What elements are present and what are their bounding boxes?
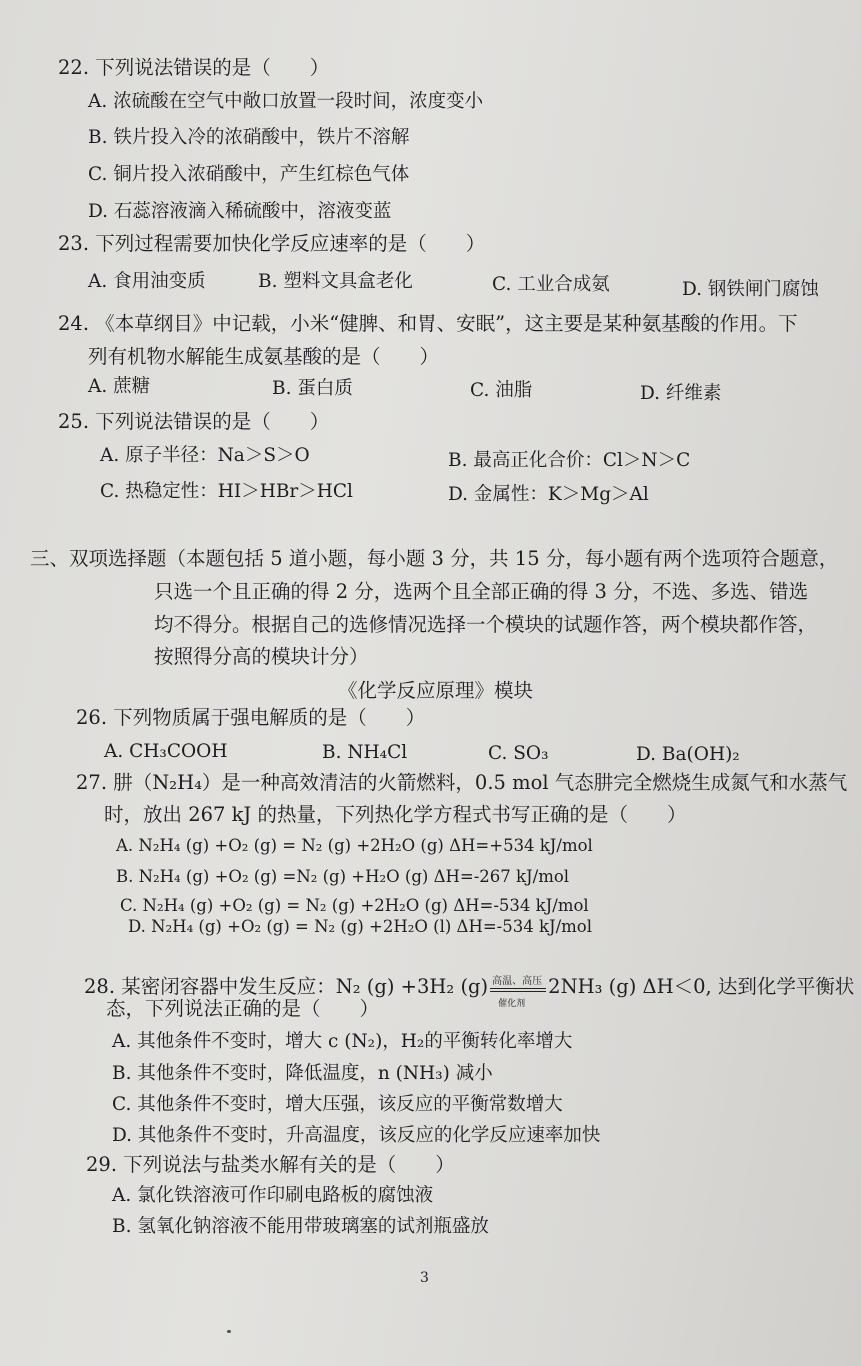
question-26-stem: 26. 下列物质属于强电解质的是（ ） — [76, 706, 426, 729]
question-22-option-a: A. 浓硫酸在空气中敞口放置一段时间，浓度变小 — [88, 91, 484, 112]
question-25-stem: 25. 下列说法错误的是（ ） — [58, 410, 330, 433]
arrow-condition-top: 高温、高压 — [492, 975, 543, 987]
question-25-option-b: B. 最高正化合价：Cl＞N＞C — [448, 450, 691, 471]
question-28-option-a: A. 其他条件不变时，增大 c (N₂)，H₂的平衡转化率增大 — [112, 1031, 573, 1052]
speck — [227, 1330, 231, 1333]
module-title: 《化学反应原理》模块 — [338, 679, 534, 702]
question-29-option-a: A. 氯化铁溶液可作印刷电路板的腐蚀液 — [112, 1185, 434, 1206]
arrow-condition-bottom: 催化剂 — [498, 998, 526, 1009]
question-22-option-c: C. 铜片投入浓硝酸中，产生红棕色气体 — [88, 164, 410, 185]
question-27-stem-line1: 27. 肼（N₂H₄）是一种高效清洁的火箭燃料，0.5 mol 气态肼完全燃烧生成氮气和水蒸气 — [76, 771, 848, 794]
question-23-stem: 23. 下列过程需要加快化学反应速率的是（ ） — [58, 232, 486, 255]
question-25-option-c: C. 热稳定性：HI＞HBr＞HCl — [100, 481, 353, 502]
question-26-option-c: C. SO₃ — [488, 743, 549, 764]
question-26-option-d: D. Ba(OH)₂ — [636, 744, 740, 765]
question-23-option-a: A. 食用油变质 — [88, 271, 206, 292]
question-25-option-a: A. 原子半径：Na＞S＞O — [100, 445, 310, 466]
question-22-option-d: D. 石蕊溶液滴入稀硫酸中，溶液变蓝 — [88, 201, 392, 222]
section-3-line2: 只选一个且正确的得 2 分，选两个且全部正确的得 3 分，不选、多选、错选 — [154, 580, 809, 603]
question-23-option-d: D. 钢铁闸门腐蚀 — [682, 279, 819, 300]
question-28-stem-part2: 2NH₃ (g) ΔH＜0, 达到化学平衡状 — [548, 975, 855, 998]
question-25-option-d: D. 金属性：K＞Mg＞Al — [448, 484, 649, 505]
show-through-text — [560, 80, 802, 111]
question-24-stem-line2: 列有机物水解能生成氨基酸的是（ ） — [88, 345, 440, 368]
page-number: 3 — [420, 1270, 429, 1286]
question-27-stem-line2: 时，放出 267 kJ 的热量，下列热化学方程式书写正确的是（ ） — [104, 803, 687, 826]
equilibrium-arrow-icon — [490, 975, 546, 1009]
question-28-option-c: C. 其他条件不变时，增大压强，该反应的平衡常数增大 — [112, 1094, 563, 1115]
question-27-option-d: D. N₂H₄ (g) +O₂ (g) = N₂ (g) +2H₂O (l) ΔH=-534 kJ/mol — [128, 917, 593, 936]
question-24-option-c: C. 油脂 — [470, 380, 533, 401]
question-23-option-b: B. 塑料文具盒老化 — [258, 271, 413, 292]
question-29-option-b: B. 氢氧化钠溶液不能用带玻璃塞的试剂瓶盛放 — [112, 1216, 489, 1237]
question-22-stem: 22. 下列说法错误的是（ ） — [58, 56, 330, 79]
question-22-option-b: B. 铁片投入冷的浓硝酸中，铁片不溶解 — [88, 127, 410, 148]
question-24-option-b: B. 蛋白质 — [272, 378, 353, 399]
section-3-line4: 按照得分高的模块计分） — [154, 645, 369, 668]
question-24-option-a: A. 蔗糖 — [88, 376, 151, 397]
question-28-stem-part1: 28. 某密闭容器中发生反应：N₂ (g) +3H₂ (g) — [84, 975, 489, 998]
question-27-option-b: B. N₂H₄ (g) +O₂ (g) =N₂ (g) +H₂O (g) ΔH=-267 kJ/mol — [116, 867, 570, 886]
section-3-line1: 三、双项选择题（本题包括 5 道小题，每小题 3 分，共 15 分，每小题有两个选项符合题意， — [30, 547, 839, 570]
question-24-stem-line1: 24. 《本草纲目》中记载，小米“健脾、和胃、安眠”，这主要是某种氨基酸的作用。下 — [58, 312, 798, 335]
question-26-option-b: B. NH₄Cl — [322, 742, 408, 763]
question-23-option-c: C. 工业合成氨 — [492, 274, 610, 295]
question-27-option-c: C. N₂H₄ (g) +O₂ (g) = N₂ (g) +2H₂O (g) ΔH=-534 kJ/mol — [120, 896, 589, 915]
question-28-option-b: B. 其他条件不变时，降低温度，n (NH₃) 减小 — [112, 1063, 493, 1084]
question-28-stem-line2: 态，下列说法正确的是（ ） — [106, 997, 380, 1020]
question-24-option-d: D. 纤维素 — [640, 383, 722, 404]
question-27-option-a: A. N₂H₄ (g) +O₂ (g) = N₂ (g) +2H₂O (g) ΔH=+534 kJ/mol — [116, 836, 593, 855]
question-28-option-d: D. 其他条件不变时，升高温度，该反应的化学反应速率加快 — [112, 1125, 601, 1146]
section-3-line3: 均不得分。根据自己的选修情况选择一个模块的试题作答，两个模块都作答， — [154, 613, 818, 636]
question-29-stem: 29. 下列说法与盐类水解有关的是（ ） — [86, 1153, 455, 1176]
question-26-option-a: A. CH₃COOH — [104, 741, 228, 762]
